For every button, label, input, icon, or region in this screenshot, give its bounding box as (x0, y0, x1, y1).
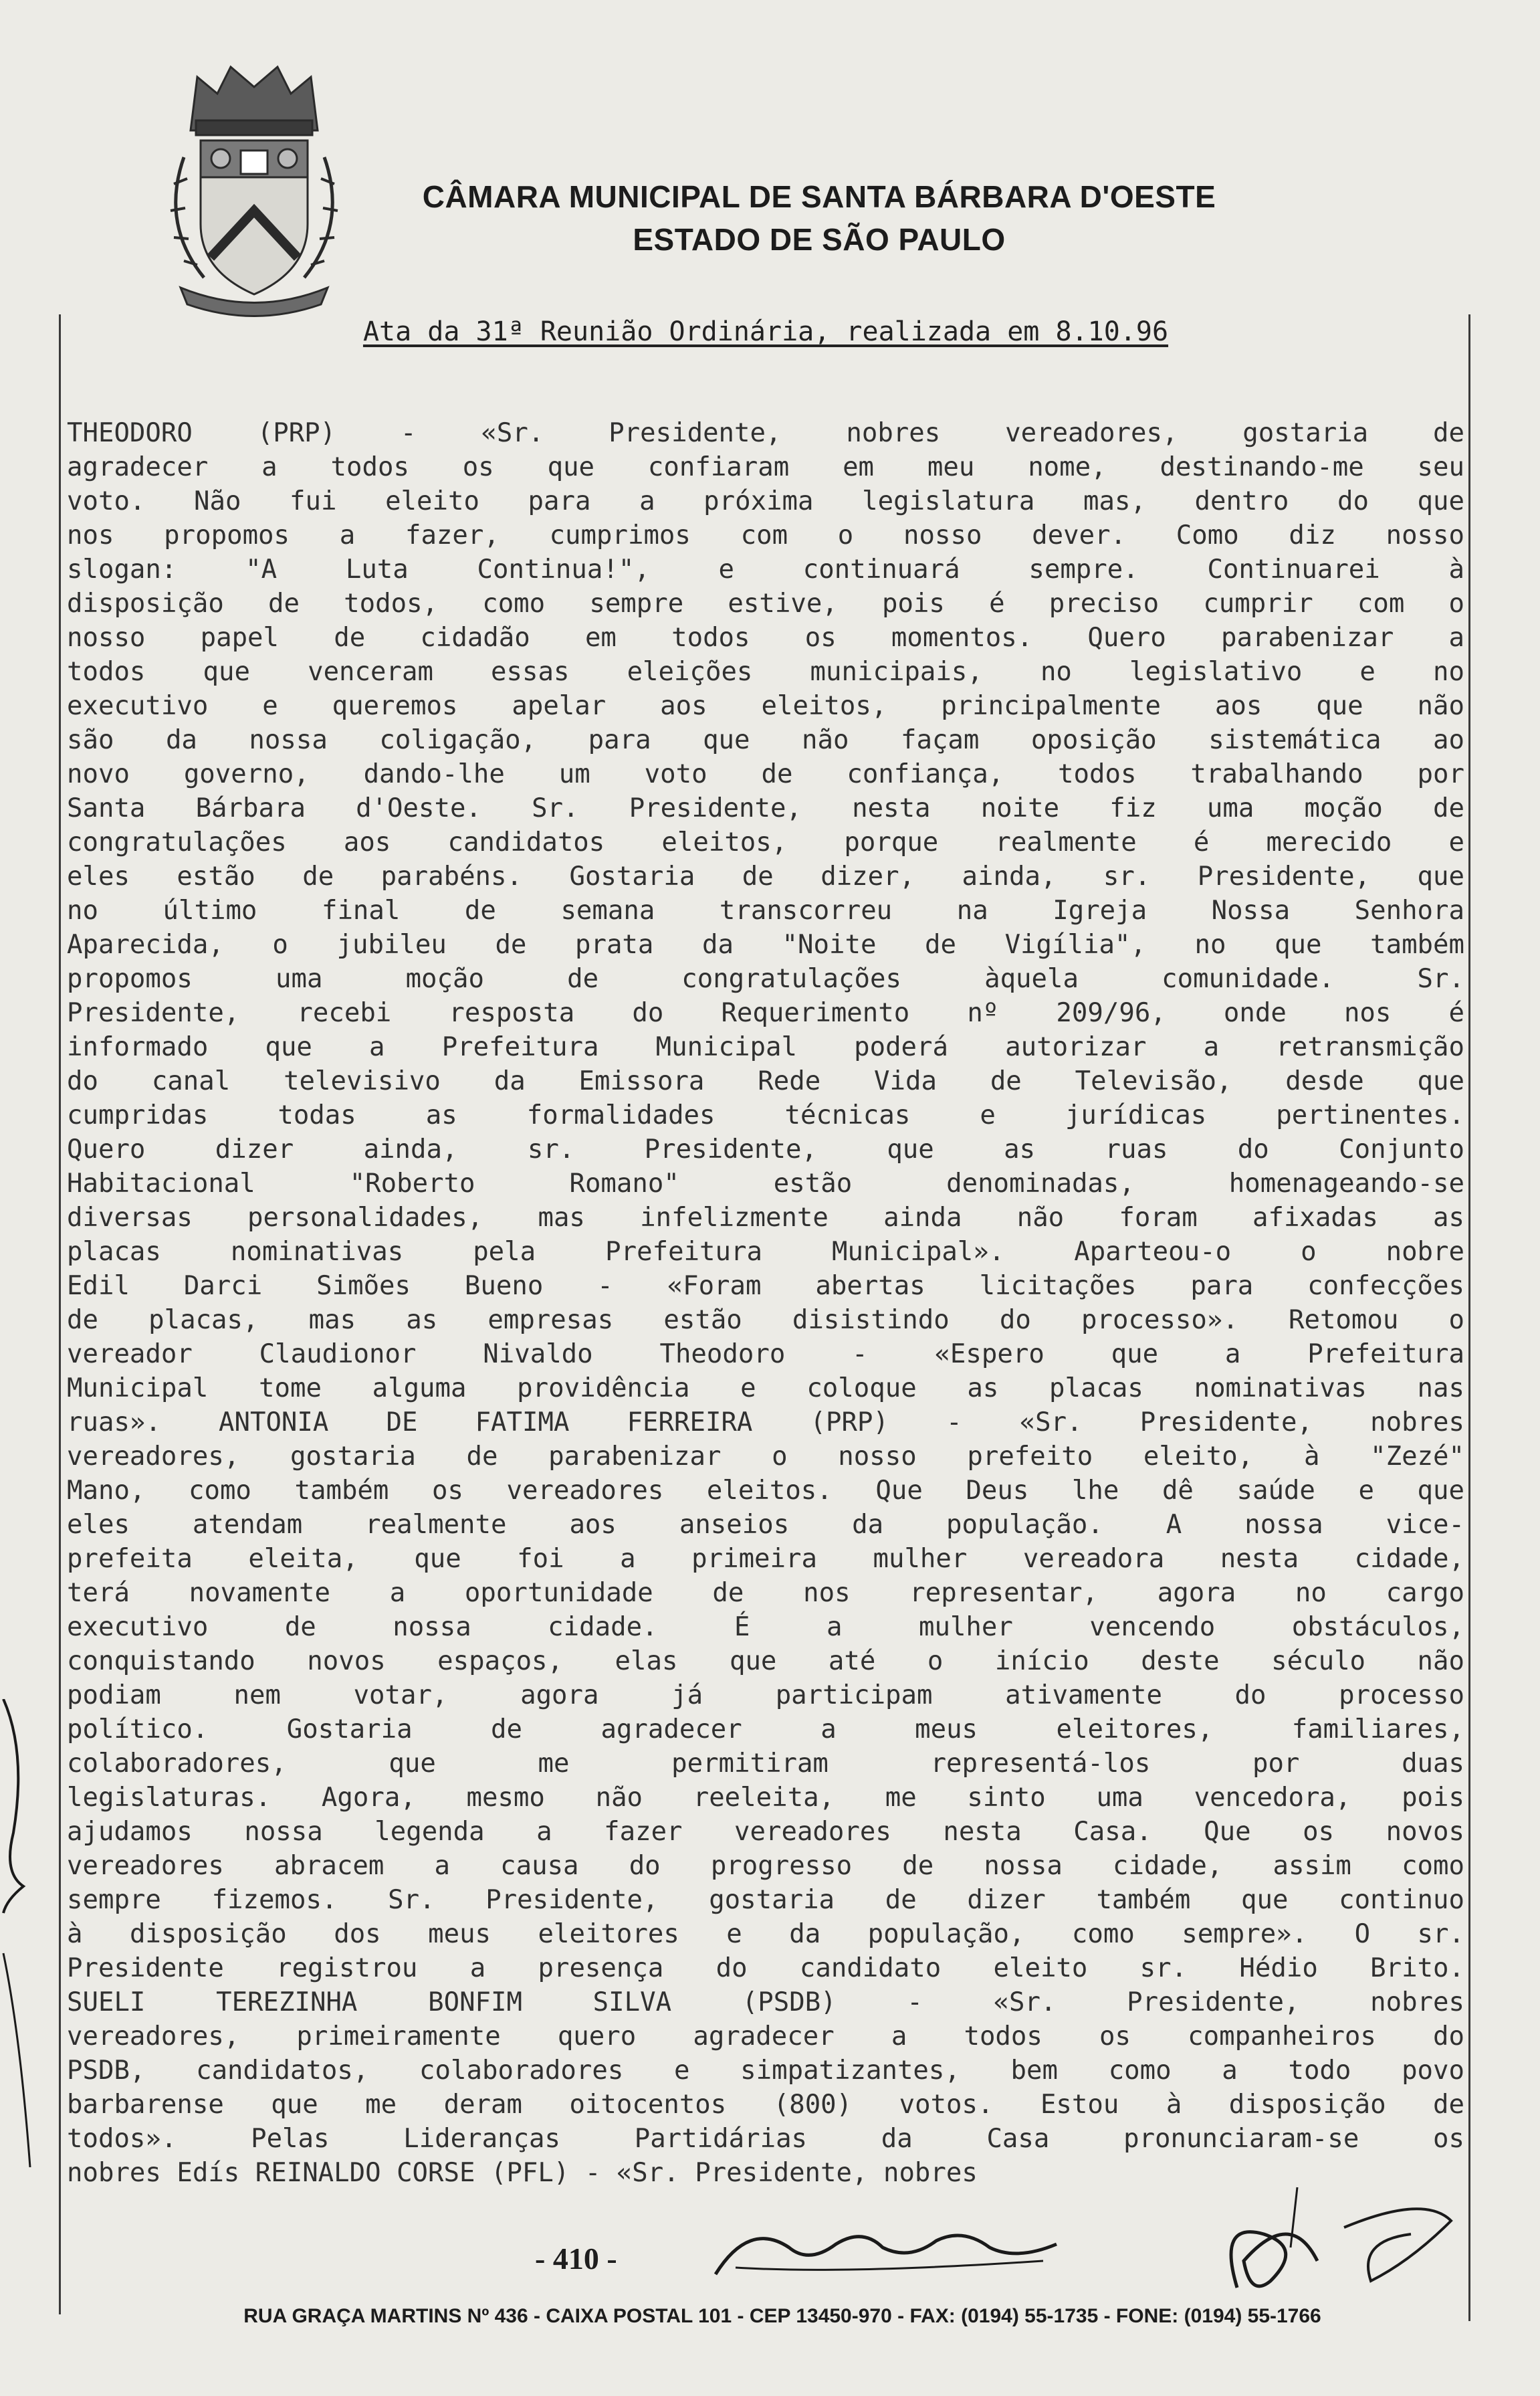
text-line: vereador Claudionor Nivaldo Theodoro - «Espero que a Prefeitura (67, 1339, 1464, 1369)
text-line: SUELI TEREZINHA BONFIM SILVA (PSDB) - «Sr. Presidente, nobres (67, 1987, 1464, 2017)
text-line: Habitacional "Roberto Romano" estão denominadas, homenageando-se (67, 1169, 1464, 1199)
text-line: vereadores abracem a causa do progresso de nossa cidade, assim como (67, 1851, 1464, 1881)
text-line: Quero dizer ainda, sr. Presidente, que as ruas do Conjunto (67, 1134, 1464, 1165)
text-line: ruas». ANTONIA DE FATIMA FERREIRA (PRP) - «Sr. Presidente, nobres (67, 1407, 1464, 1437)
text-line: diversas personalidades, mas infelizmente ainda não foram afixadas as (67, 1203, 1464, 1233)
text-line: político. Gostaria de agradecer a meus eleitores, familiares, (67, 1714, 1464, 1744)
text-line: disposição de todos, como sempre estive, pois é preciso cumprir com o (67, 589, 1464, 619)
text-line: no último final de semana transcorreu na Igreja Nossa Senhora (67, 896, 1464, 926)
text-line: ajudamos nossa legenda a fazer vereadores nesta Casa. Que os novos (67, 1817, 1464, 1847)
state-name: ESTADO DE SÃO PAULO (633, 222, 1006, 257)
text-line: conquistando novos espaços, elas que até o início deste século não (67, 1646, 1464, 1676)
institution-name: CÂMARA MUNICIPAL DE SANTA BÁRBARA D'OESTE (422, 179, 1216, 214)
text-line: Presidente registrou a presença do candidato eleito sr. Hédio Brito. (67, 1953, 1464, 1983)
text-line: executivo e queremos apelar aos eleitos, principalmente aos que não (67, 691, 1464, 721)
margin-signature-mark (0, 1699, 40, 2167)
text-line: barbarense que me deram oitocentos (800) votos. Estou à disposição de (67, 2090, 1464, 2120)
minutes-title: Ata da 31ª Reunião Ordinária, realizada em 8.10.96 (362, 316, 1169, 347)
text-line: legislaturas. Agora, mesmo não reeleita, me sinto uma vencedora, pois (67, 1783, 1464, 1813)
text-line: colaboradores, que me permitiram representá-los por duas (67, 1749, 1464, 1779)
text-line: eles estão de parabéns. Gostaria de dizer, ainda, sr. Presidente, que (67, 862, 1464, 892)
text-line: placas nominativas pela Prefeitura Municipal». Aparteou-o o nobre (67, 1237, 1464, 1267)
text-line: de placas, mas as empresas estão disistindo do processo». Retomou o (67, 1305, 1464, 1335)
text-line: Edil Darci Simões Bueno - «Foram abertas licitações para confecções (67, 1271, 1464, 1301)
text-line: Santa Bárbara d'Oeste. Sr. Presidente, nesta noite fiz uma moção de (67, 793, 1464, 823)
text-line: nobres Edís REINALDO CORSE (PFL) - «Sr. Presidente, nobres (67, 2158, 978, 2188)
text-line: à disposição dos meus eleitores e da população, como sempre». O sr. (67, 1919, 1464, 1949)
text-line: nos propomos a fazer, cumprimos com o nosso dever. Como diz nosso (67, 520, 1464, 551)
text-line: podiam nem votar, agora já participam ativamente do processo (67, 1680, 1464, 1710)
text-line: novo governo, dando-lhe um voto de confiança, todos trabalhando por (67, 759, 1464, 789)
text-line: são da nossa coligação, para que não façam oposição sistemática ao (67, 725, 1464, 755)
text-line: todos que venceram essas eleições municipais, no legislativo e no (67, 657, 1464, 687)
text-line: THEODORO (PRP) - «Sr. Presidente, nobres vereadores, gostaria de (67, 418, 1464, 448)
signature-right (1210, 2181, 1464, 2301)
text-line: do canal televisivo da Emissora Rede Vida de Televisão, desde que (67, 1066, 1464, 1096)
text-line: Mano, como também os vereadores eleitos. Que Deus lhe dê saúde e que (67, 1476, 1464, 1506)
text-line: executivo de nossa cidade. É a mulher vencendo obstáculos, (67, 1612, 1464, 1642)
text-line: vereadores, gostaria de parabenizar o nosso prefeito eleito, à "Zezé" (67, 1441, 1464, 1472)
text-line: Aparecida, o jubileu de prata da "Noite de Vigília", no que também (67, 930, 1464, 960)
page-number: - 410 - (535, 2241, 617, 2276)
text-line: Municipal tome alguma providência e coloque as placas nominativas nas (67, 1373, 1464, 1403)
text-line: prefeita eleita, que foi a primeira mulher vereadora nesta cidade, (67, 1544, 1464, 1574)
municipal-coat-of-arms (144, 57, 364, 318)
text-line: voto. Não fui eleito para a próxima legislatura mas, dentro do que (67, 486, 1464, 516)
right-border-line (1468, 314, 1470, 2321)
text-line: informado que a Prefeitura Municipal poderá autorizar a retransmição (67, 1032, 1464, 1062)
text-line: todos». Pelas Lideranças Partidárias da Casa pronunciaram-se os (67, 2124, 1464, 2154)
text-line: agradecer a todos os que confiaram em meu nome, destinando-me seu (67, 452, 1464, 482)
signature-center (709, 2207, 1083, 2288)
text-line: slogan: "A Luta Continua!", e continuará sempre. Continuarei à (67, 555, 1464, 585)
left-border-line (59, 314, 61, 2314)
text-line: Presidente, recebi resposta do Requerimento nº 209/96, onde nos é (67, 998, 1464, 1028)
text-line: congratulações aos candidatos eleitos, porque realmente é merecido e (67, 827, 1464, 858)
letterhead-footer: RUA GRAÇA MARTINS Nº 436 - CAIXA POSTAL 101 - CEP 13450-970 - FAX: (0194) 55-1735 - FONE: (0194) 55-1766 (243, 2305, 1321, 2327)
text-line: PSDB, candidatos, colaboradores e simpatizantes, bem como a todo povo (67, 2056, 1464, 2086)
minutes-body-text (67, 416, 1464, 2190)
text-line: cumpridas todas as formalidades técnicas e jurídicas pertinentes. (67, 1100, 1464, 1130)
text-line: vereadores, primeiramente quero agradecer a todos os companheiros do (67, 2021, 1464, 2052)
text-line: terá novamente a oportunidade de nos representar, agora no cargo (67, 1578, 1464, 1608)
text-line: eles atendam realmente aos anseios da população. A nossa vice- (67, 1510, 1464, 1540)
letterhead (374, 175, 1264, 261)
text-line: sempre fizemos. Sr. Presidente, gostaria de dizer também que continuo (67, 1885, 1464, 1915)
text-line: propomos uma moção de congratulações àquela comunidade. Sr. (67, 964, 1464, 994)
text-line: nosso papel de cidadão em todos os momentos. Quero parabenizar a (67, 623, 1464, 653)
